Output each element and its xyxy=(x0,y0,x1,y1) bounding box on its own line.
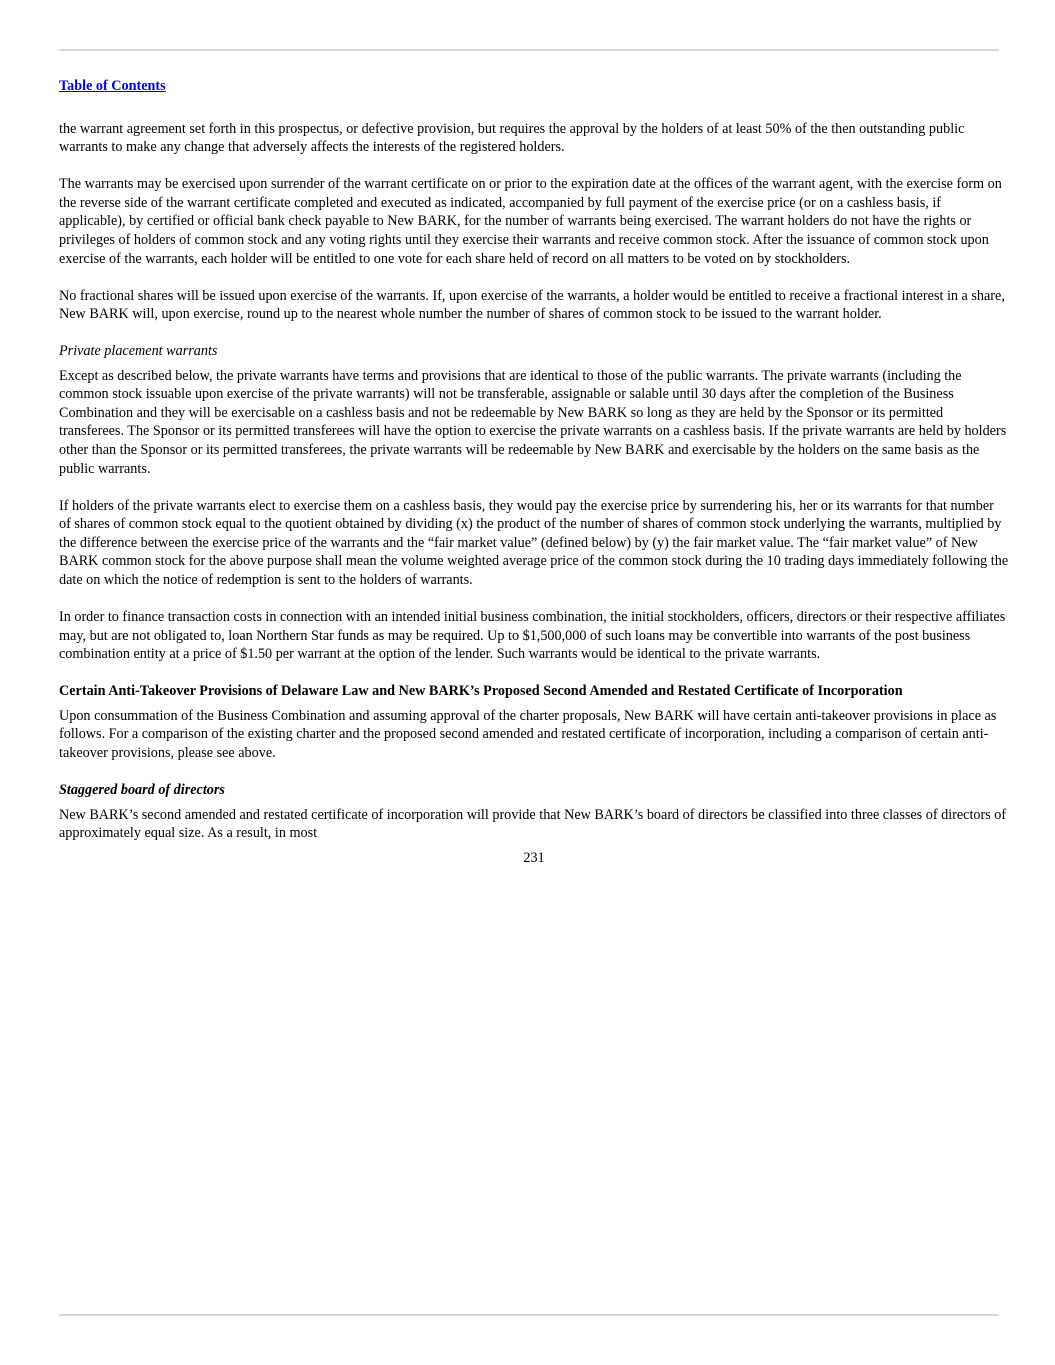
paragraph-private-warrants-terms: Except as described below, the private warrants have terms and provisions that are identical to those of the public warrants. The private warrants (including the common stock issuable upon exercise of the private warrants) will not be transferable, assignable or salable until 30 days after the completion of the Business Combination and they will be exercisable on a cashless basis and not be redeemable by New BARK so long as they are held by the Sponsor or its permitted transferees. The Sponsor or its permitted transferees will have the option to exercise the private warrants on a cashless basis. If the private warrants are held by holders other than the Sponsor or its permitted transferees, the private warrants will be redeemable by New BARK and exercisable by the holders on the same basis as the public warrants. xyxy=(59,367,1007,477)
page-number: 231 xyxy=(523,849,545,866)
document-page xyxy=(59,77,1009,867)
heading-anti-takeover-provisions: Certain Anti-Takeover Provisions of Delaware Law and New BARK’s Proposed Second Amended and Restated Certificate of Incorporation xyxy=(59,683,903,700)
heading-staggered-board: Staggered board of directors xyxy=(59,781,225,798)
heading-private-placement-warrants: Private placement warrants xyxy=(59,343,218,360)
top-divider xyxy=(59,49,999,51)
paragraph-fractional-shares: No fractional shares will be issued upon exercise of the warrants. If, upon exercise of the warrants, a holder would be entitled to receive a fractional interest in a share, New BARK will, upon exercise, round up to the nearest whole number the number of shares of common stock to be issued to the warrant holder. xyxy=(59,287,1005,323)
bottom-divider xyxy=(59,1314,999,1316)
paragraph-warrant-exercise: The warrants may be exercised upon surrender of the warrant certificate on or prior to the expiration date at the offices of the warrant agent, with the exercise form on the reverse side of the warrant certificate completed and executed as indicated, accompanied by full payment of the exercise price (or on a cashless basis, if applicable), by certified or official bank check payable to New BARK, for the number of warrants being exercised. The warrant holders do not have the rights or privileges of holders of common stock and any voting rights until they exercise their warrants and receive common stock. After the issuance of common stock upon exercise of the warrants, each holder will be entitled to one vote for each share held of record on all matters to be voted on by stockholders. xyxy=(59,176,1002,267)
paragraph-anti-takeover-intro: Upon consummation of the Business Combination and assuming approval of the charter proposals, New BARK will have certain anti-takeover provisions in place as follows. For a comparison of the existing charter and the proposed second amended and restated certificate of incorporation, including a comparison of certain anti-takeover provisions, please see above. xyxy=(59,707,997,761)
paragraph-cashless-exercise: If holders of the private warrants elect to exercise them on a cashless basis, they would pay the exercise price by surrendering his, her or its warrants for that number of shares of common stock equal to the quotient obtained by dividing (x) the product of the number of shares of common stock underlying the warrants, multiplied by the difference between the exercise price of the warrants and the “fair market value” (defined below) by (y) the fair market value. The “fair market value” of New BARK common stock for the above purpose shall mean the volume weighted average price of the common stock during the 10 trading days immediately following the date on which the notice of redemption is sent to the holders of warrants. xyxy=(59,497,1009,589)
paragraph-warrant-agreement: the warrant agreement set forth in this prospectus, or defective provision, but requires the approval by the holders of at least 50% of the then outstanding public warrants to make any change that adversely affects the interests of the registered holders. xyxy=(59,120,965,156)
paragraph-staggered-board: New BARK’s second amended and restated certificate of incorporation will provide that New BARK’s board of directors be classified into three classes of directors of approximately equal size. As a result, in most xyxy=(59,806,1007,842)
table-of-contents-link[interactable]: Table of Contents xyxy=(59,78,166,94)
paragraph-loan-financing: In order to finance transaction costs in connection with an intended initial business combination, the initial stockholders, officers, directors or their respective affiliates may, but are not obligated to, loan Northern Star funds as may be required. Up to $1,500,000 of such loans may be convertible into warrants of the post business combination entity at a price of $1.50 per warrant at the option of the lender. Such warrants would be identical to the private warrants. xyxy=(59,609,1006,663)
